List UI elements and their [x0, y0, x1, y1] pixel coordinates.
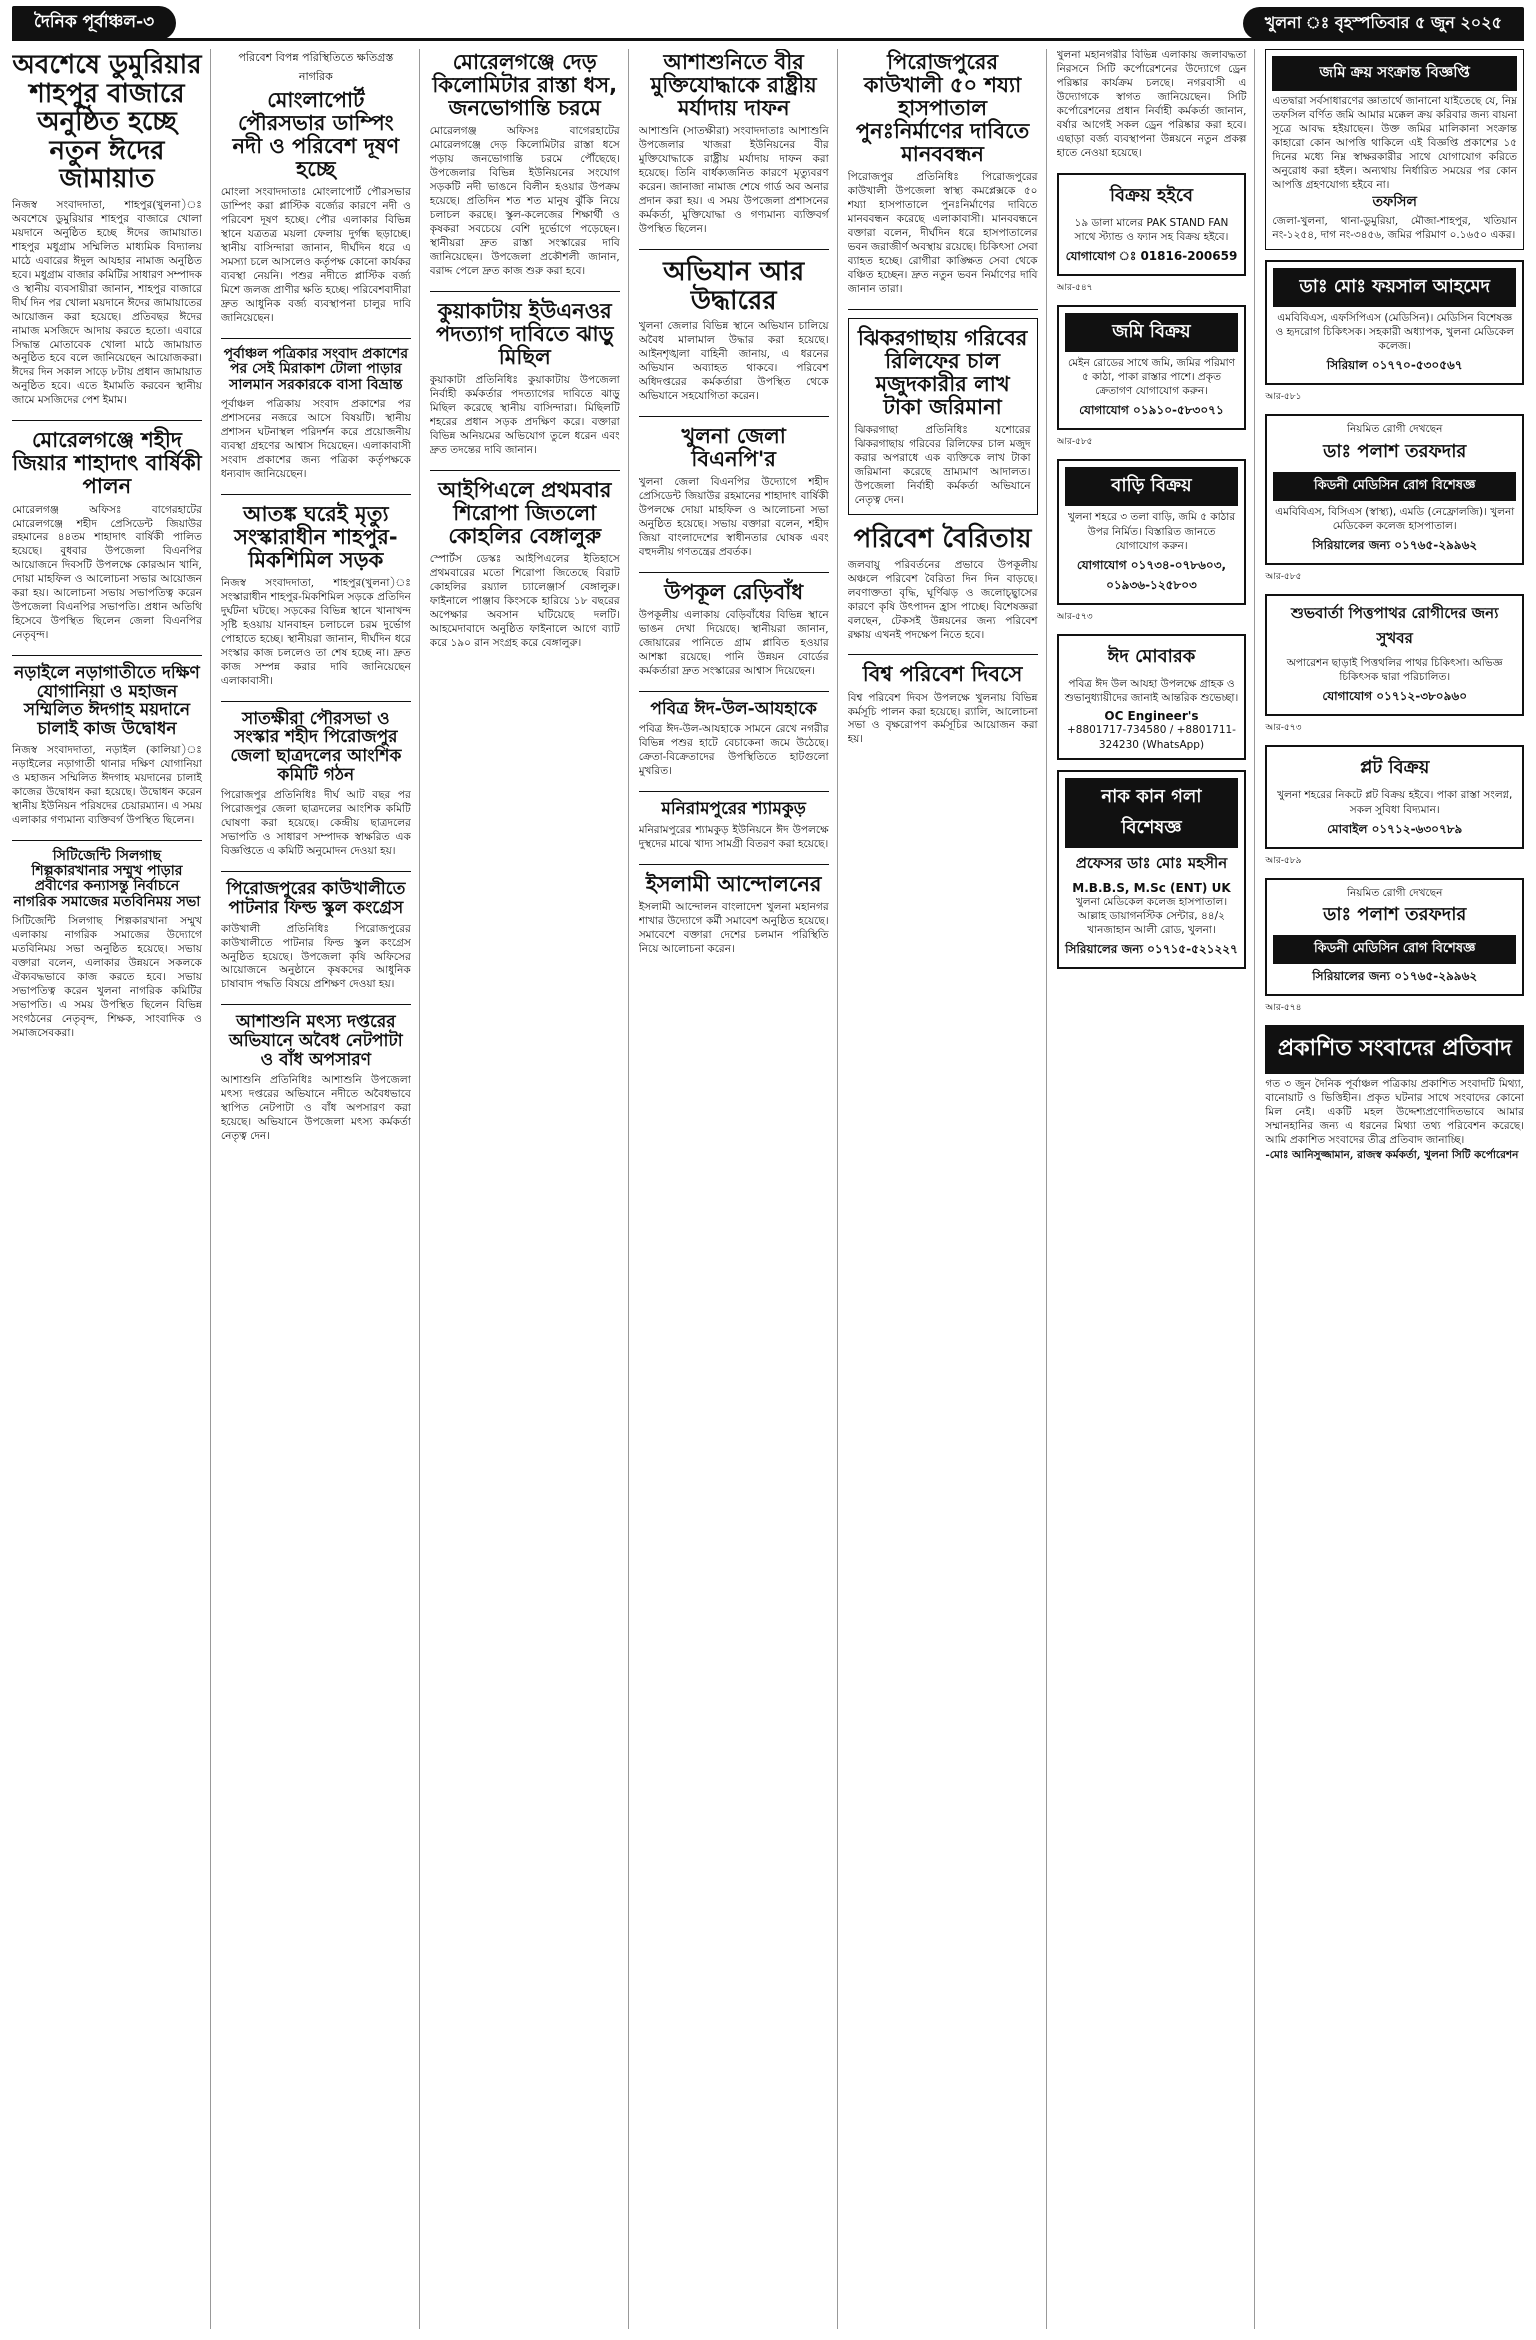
story-kawkhali-hospital — [848, 51, 1038, 297]
ad-title: বাড়ি বিক্রয় — [1065, 467, 1239, 506]
headline: পূর্বাঞ্চল পত্রিকার সংবাদ প্রকাশের পর সেই মিরাকাশ টোলা পাড়ার সালমান সরকারকে বাসা বিভ্রান্ত — [223, 345, 409, 393]
ad-phone: যোগাযোগ ০১৯১০-৫৮৩০৭১ — [1079, 403, 1224, 418]
story-body: আশাশুনি প্রতিনিধিঃ আশাশুনি উপজেলা মৎস্য দপ্তরের অভিযানে নদীতে অবৈধভাবে স্থাপিত নেটপাটা ও বাঁধ অপসারণ করা হয়েছে। অভিযানে উপজেলা মৎস্য কর্মকর্তা নেতৃত্ব দেন। — [220, 1074, 411, 1143]
column-6 — [1057, 49, 1256, 2329]
ad-plot-sale — [1265, 745, 1524, 848]
ad-title: শুভবার্তা পিত্তপাথর রোগীদের জন্য সুখবর — [1290, 604, 1499, 647]
doctor-name: প্রফেসর ডাঃ মোঃ মহসীন — [1075, 853, 1228, 872]
protest-signature: -মোঃ আনিসুজ্জামান, রাজস্ব কর্মকর্তা, খুলনা সিটি কর্পোরেশন — [1265, 1148, 1519, 1161]
ad-code: আর-৫৪৭ — [1056, 282, 1093, 293]
headline: ঝিকরগাছায় গরিবের রিলিফের চাল মজুদকারীর লাখ টাকা জরিমানা — [857, 326, 1028, 420]
ad-title: ডাঃ মোঃ ফয়সাল আহমেদ — [1273, 268, 1516, 307]
ad-kicker: নিয়মিত রোগী দেখছেন — [1347, 423, 1443, 436]
ad-title: জমি বিক্রয় — [1065, 313, 1239, 352]
ad-text: এমবিবিএস, এফসিপিএস (মেডিসিন)। মেডিসিন বিশেষজ্ঞ ও হৃদরোগ চিকিৎসক। সহকারী অধ্যাপক, খুলনা মেডিকেল কলেজ। — [1275, 311, 1514, 353]
story-operation — [639, 258, 829, 404]
story-body: মোংলা সংবাদদাতাঃ মোংলাপোর্ট পৌরসভার ডাম্পিং করা প্লাস্টিক বর্জ্যের কারণে নদী ও পরিবেশ দূষণ হচ্ছে। পৌর এলাকার বিভিন্ন স্থানে যত্রতত্র ময়লা ফেলায় দুর্গন্ধ ছড়াচ্ছে। স্থানীয় বাসিন্দারা জানান, দীর্ঘদিন ধরে এ সমস্যা চলে আসলেও কর্তৃপক্ষ কোনো কার্যকর ব্যবস্থা নেয়নি। পশুর নদীতে প্লাস্টিক বর্জ্য মিশে জলজ প্রাণীর ক্ষতি হচ্ছে। পরিবেশবাদীরা দ্রুত আধুনিক বর্জ্য ব্যবস্থাপনা চালুর দাবি জানিয়েছেন। — [220, 186, 411, 324]
divider — [221, 871, 411, 872]
divider — [12, 420, 202, 421]
headline: মোংলাপোর্ট পৌরসভার ডাম্পিং নদী ও পরিবেশ দূষণ হচ্ছে — [232, 88, 400, 182]
column-7 — [1265, 49, 1524, 2329]
story-jhikargachha-fine — [848, 318, 1038, 515]
divider — [221, 494, 411, 495]
story-citizen-meeting — [12, 849, 202, 1041]
ad-text: এমবিবিএস, বিসিএস (স্বাস্থ্য), এমডি (নেফ্রোলজি)। খুলনা মেডিকেল কলেজ হাসপাতাল। — [1275, 505, 1515, 532]
headline: মোরেলগঞ্জে শহীদ জিয়ার শাহাদাৎ বার্ষিকী পালন — [12, 428, 202, 499]
ad-title: ঈদ মোবারক — [1107, 646, 1196, 667]
story-body: স্পোর্টস ডেস্কঃ আইপিএলের ইতিহাসে প্রথমবারের মতো শিরোপা জিতেছে বিরাট কোহলির রয়্যাল চ্যালেঞ্জার্স বেঙ্গালুরু। ফাইনালে পাঞ্জাব কিংসকে হারিয়ে ১৮ বছরের অপেক্ষার অবসান ঘটিয়েছে দলটি। আহমেদাবাদে অনুষ্ঠিত ফাইনালে আগে ব্যাট করে ১৯০ রান সংগ্রহ করে বেঙ্গালুরু। — [429, 553, 620, 649]
ad-title: প্লট বিক্রয় — [1360, 757, 1430, 779]
headline: আশাশুনি মৎস্য দপ্তরের অভিযানে অবৈধ নেটপাটা ও বাঁধ অপসারণ — [229, 1012, 403, 1070]
story-ipl — [430, 479, 620, 651]
headline: পিরোজপুরের কাউখালী ৫০ শয্যা হাসপাতাল পুনঃনির্মাণের দাবিতে মানববন্ধন — [855, 50, 1030, 167]
story-environment — [848, 525, 1038, 642]
story-body: সিটিজেন্টি সিলগাছ শিল্পকারখানা সম্মুখ এলাকায় নাগরিক সমাজের উদ্যোগে মতবিনিময় সভা অনুষ্ঠিত হয়েছে। সভায় বক্তারা বলেন, এলাকার উন্নয়নে সকলকে ঐক্যবদ্ধভাবে কাজ করতে হবে। সভায় সভাপতিত্ব করেন খুলনা নাগরিক কমিটির সভাপতি। এ সময় উপস্থিত ছিলেন বিভিন্ন সংগঠনের নেতৃবৃন্দ, শিক্ষক, সাংবাদিক ও সমাজসেবকরা। — [12, 915, 202, 1039]
divider — [221, 1004, 411, 1005]
notice-schedule-title: তফসিল — [1372, 193, 1417, 210]
ad-house-sale — [1057, 459, 1247, 605]
story-kuakata-protest — [430, 300, 620, 458]
story-narail-eidgah — [12, 664, 202, 827]
story-body: নিজস্ব সংবাদদাতা, নড়াইল (কালিয়া)ঃ নড়াইলের নড়াগাতী থানার দক্ষিণ যোগানিয়া ও মহাজন সম্মিলিত ঈদগাহ ময়দানের চালাই কাজের উদ্বোধন করা হয়েছে। উদ্বোধন করেন স্থানীয় ইউনিয়ন পরিষদের চেয়ারম্যান। এ সময় এলাকার গণ্যমান্য ব্যক্তিবর্গ উপস্থিত ছিলেন। — [12, 743, 202, 826]
ad-code: আর-৫৮৫ — [1056, 437, 1093, 448]
ad-phone: মোবাইল ০১৭১২-৬৩০৭৮৯ — [1327, 821, 1463, 836]
story-body: জলবায়ু পরিবর্তনের প্রভাবে উপকূলীয় অঞ্চলে পরিবেশ বৈরিতা দিন দিন বাড়ছে। লবণাক্ততা বৃদ্ধি, ঘূর্ণিঝড় ও জলোচ্ছ্বাসের কারণে কৃষি উৎপাদন হ্রাস পাচ্ছে। বিশেষজ্ঞরা বলছেন, টেকসই উন্নয়নের জন্য পরিবেশ রক্ষায় এখনই পদক্ষেপ নিতে হবে। — [847, 558, 1038, 641]
headline: মনিরামপুরের শ্যামকুড় — [661, 799, 806, 820]
notice-schedule: জেলা-খুলনা, থানা-ডুমুরিয়া, মৌজা-শাহপুর, খতিয়ান নং-১২৫৪, দাগ নং-৩৪৫৬, জমির পরিমাণ ০.১৬৫০ একর। — [1272, 215, 1517, 242]
headline: মোরেলগঞ্জে দেড় কিলোমিটার রাস্তা ধস, জনভোগান্তি চরমে — [432, 50, 618, 121]
notice-body: এতদ্বারা সর্বসাধারণের জ্ঞাতার্থে জানানো যাইতেছে যে, নিম্ন তফসিল বর্ণিত জমি আমার মক্কেল ক্রয় করিবার জন্য বায়না সূত্রে আবদ্ধ হইয়াছেন। উক্ত জমির মালিকানা সংক্রান্ত কাহারো কোন আপত্তি থাকিলে এই বিজ্ঞপ্তি প্রকাশের ১৫ দিনের মধ্যে নিম্ন স্বাক্ষরকারীর সাথে যোগাযোগ করিতে অনুরোধ করা হইল। অন্যথায় নির্ধারিত সময়ের পর কোন আপত্তি গ্রহণযোগ্য হইবে না। — [1272, 95, 1517, 191]
ad-text: অপারেশন ছাড়াই পিত্তথলির পাথর চিকিৎসা। অভিজ্ঞ চিকিৎসক দ্বারা পরিচালিত। — [1286, 657, 1503, 684]
column-5 — [848, 49, 1047, 2329]
story-assasuni-fisheries — [221, 1013, 411, 1144]
story-morrelganj-zia — [12, 429, 202, 643]
story-body: ইসলামী আন্দোলন বাংলাদেশ খুলনা মহানগর শাখার উদ্যোগে কর্মী সমাবেশ অনুষ্ঠিত হয়েছে। সমাবেশে বক্তারা দেশের চলমান পরিস্থিতি নিয়ে আলোচনা করেন। — [638, 900, 829, 955]
content-grid — [12, 49, 1524, 2329]
protest-title: প্রকাশিত সংবাদের প্রতিবাদ — [1265, 1025, 1524, 1074]
story-shahpur-eid — [12, 51, 202, 408]
divider — [639, 791, 829, 792]
story-pirojpur-chhatradal — [221, 710, 411, 860]
story-continuation — [1057, 49, 1247, 161]
ad-code: আর-৫৭৩ — [1265, 723, 1302, 734]
story-kawkhali-school — [221, 880, 411, 992]
story-mongla-dumping — [221, 49, 411, 326]
story-body: কাউখালী প্রতিনিধিঃ পিরোজপুরের কাউখালীতে পাটনার ফিল্ড স্কুল কংগ্রেস অনুষ্ঠিত হয়েছে। উপজেলা কৃষি অফিসের আয়োজনে অনুষ্ঠানে কৃষকদের আধুনিক চাষাবাদ পদ্ধতি বিষয়ে প্রশিক্ষণ দেওয়া হয়। — [220, 922, 411, 991]
ad-phone: সিরিয়ালের জন্য ০১৭৬৫-২৯৯৬২ — [1312, 968, 1478, 983]
headline: অভিযান আর উদ্ধারের — [663, 256, 805, 316]
ad-ent-specialist — [1057, 770, 1247, 970]
story-eid — [639, 700, 829, 780]
ad-land-sale — [1057, 305, 1247, 431]
headline: পবিত্র ঈদ-উল-আযহাকে — [650, 698, 817, 719]
story-body: মোরেলগঞ্জ অফিসঃ বাগেরহাটের মোরেলগঞ্জে শহীদ প্রেসিডেন্ট জিয়াউর রহমানের ৪৪তম শাহাদাৎ বার্ষিকী পালিত হয়েছে। বুধবার উপজেলা বিএনপির আয়োজনে দিবসটি উপলক্ষে কোরআন খানি, দোয়া মাহফিল ও আলোচনা সভার আয়োজন করা হয়। আলোচনা সভায় সভাপতিত্ব করেন উপজেলা বিএনপির সভাপতি। প্রধান অতিথি হিসেবে উপস্থিত ছিলেন জেলা বিএনপির নেতৃবৃন্দ। — [12, 503, 202, 642]
ad-text: খুলনা শহরে ৩ তলা বাড়ি, জমি ৫ কাঠার উপর নির্মিত। বিস্তারিত জানতে যোগাযোগ করুন। — [1067, 511, 1236, 552]
ad-kicker: নিয়মিত রোগী দেখছেন — [1347, 886, 1443, 899]
divider — [221, 701, 411, 702]
ad-code: আর-৫৮৯ — [1265, 855, 1302, 866]
story-islami-andolon — [639, 873, 829, 957]
ad-doctor-palash-1 — [1265, 414, 1524, 565]
ad-text: খুলনা শহরের নিকটে প্লট বিক্রয় হইবে। পাকা রাস্তা সংলগ্ন, সকল সুবিধা বিদ্যমান। — [1277, 789, 1513, 816]
ad-title: ডাঃ পলাশ তরফদার — [1323, 903, 1467, 925]
ad-phone: +8801717-734580 / +8801711-324230 (WhatsApp) — [1066, 724, 1236, 751]
ad-brand: OC Engineer's — [1104, 709, 1199, 724]
story-body: ঝিকরগাছা প্রতিনিধিঃ যশোরের ঝিকরগাছায় গরিবের রিলিফের চাল মজুদ করার অপরাধে এক ব্যক্তিকে লাখ টাকা জরিমানা করেছে ভ্রাম্যমাণ আদালত। উপজেলা নির্বাহী কর্মকর্তা অভিযানে নেতৃত্ব দেন। — [854, 424, 1031, 507]
ad-doctor-palash-2 — [1265, 878, 1524, 996]
divider — [430, 470, 620, 471]
story-body: পবিত্র ঈদ-উল-আযহাকে সামনে রেখে নগরীর বিভিন্ন পশুর হাটে বেচাকেনা জমে উঠেছে। ক্রেতা-বিক্রেতাদের উপস্থিতিতে হাটগুলো মুখরিত। — [638, 723, 829, 778]
column-2 — [221, 49, 420, 2329]
divider — [848, 654, 1038, 655]
headline: উপকূল রেড়িবাঁধ — [664, 579, 804, 604]
ad-subtitle: কিডনী মেডিসিন রোগ বিশেষজ্ঞ — [1273, 472, 1516, 501]
divider — [639, 249, 829, 250]
kicker: পরিবেশ বিপন্ন পরিস্থিতিতে ক্ষতিগ্রস্ত নাগরিক — [238, 51, 394, 83]
story-embankment — [639, 581, 829, 679]
ad-code: আর-৫৮৫ — [1265, 572, 1302, 582]
story-body: পূর্বাঞ্চল পত্রিকায় সংবাদ প্রকাশের পর প্রশাসনের নজরে আসে বিষয়টি। স্থানীয় প্রশাসন ঘটনাস্থল পরিদর্শন করে প্রয়োজনীয় ব্যবস্থা গ্রহণের আশ্বাস দিয়েছেন। এলাকাবাসী সংবাদ প্রকাশের জন্য পত্রিকা কর্তৃপক্ষকে ধন্যবাদ জানিয়েছেন। — [220, 398, 411, 480]
story-body: বিশ্ব পরিবেশ দিবস উপলক্ষে খুলনায় বিভিন্ন কর্মসূচি পালন করা হয়েছে। র‍্যালি, আলোচনা সভা ও বৃক্ষরোপণ কর্মসূচির আয়োজন করা হয়। — [847, 691, 1038, 746]
divider — [639, 864, 829, 865]
ad-title: ডাঃ পলাশ তরফদার — [1323, 440, 1467, 462]
headline: পরিবেশ বৈরিতায় — [853, 524, 1032, 555]
headline: ইসলামী আন্দোলনের — [645, 871, 822, 896]
story-body: আশাশুনি (সাতক্ষীরা) সংবাদদাতাঃ আশাশুনি উপজেলার খাজরা ইউনিয়নের বীর মুক্তিযোদ্ধাকে রাষ্ট্রীয় মর্যাদায় দাফন করা হয়েছে। তিনি বার্ধক্যজনিত কারণে মৃত্যুবরণ করেন। জানাজা নামাজ শেষে গার্ড অব অনার প্রদান করা হয়। এ সময় উপজেলা প্রশাসনের কর্মকর্তা, মুক্তিযোদ্ধা ও গণ্যমান্য ব্যক্তিবর্গ উপস্থিত ছিলেন। — [638, 125, 829, 235]
headline: আশাশুনিতে বীর মুক্তিযোদ্ধাকে রাষ্ট্রীয় মর্যাদায় দাফন — [650, 50, 817, 121]
story-shahpur-road — [221, 503, 411, 689]
ad-code: আর-৫৮১ — [1265, 392, 1302, 403]
story-body: পিরোজপুর প্রতিনিধিঃ দীর্ঘ আট বছর পর পিরোজপুর জেলা ছাত্রদলের আংশিক কমিটি ঘোষণা করা হয়েছে। কেন্দ্রীয় ছাত্রদলের সভাপতি ও সাধারণ সম্পাদক স্বাক্ষরিত এক বিজ্ঞপ্তিতে এ কমিটি অনুমোদন দেওয়া হয়। — [220, 789, 411, 858]
headline: সিটিজেন্টি সিলগাছ শিল্পকারখানার সম্মুখ পাড়ার প্রবীণের কন্যাসন্তু নির্বাচনে নাগরিক সমাজের মতবিনিময় সভা — [13, 847, 201, 910]
ad-code: আর-৫৭৪ — [1265, 1002, 1302, 1013]
headline: কুয়াকাটায় ইউএনওর পদত্যাগ দাবিতে ঝাড়ু মিছিল — [435, 298, 614, 369]
ad-text: ১৯ ডালা মালের PAK STAND FAN সাথে স্ট্যান্ড ও ফ্যান সহ বিক্রয় হইবে। — [1074, 216, 1229, 243]
story-body: পিরোজপুর প্রতিনিধিঃ পিরোজপুরের কাউখালী উপজেলা স্বাস্থ্য কমপ্লেক্সকে ৫০ শয্যা হাসপাতালে পুনঃনির্মাণের দাবিতে মানববন্ধন করেছে এলাকাবাসী। মানববন্ধনে বক্তারা বলেন, দীর্ঘদিন ধরে হাসপাতালের ভবন জরাজীর্ণ অবস্থায় রয়েছে। চিকিৎসা সেবা ব্যাহত হচ্ছে। রোগীরা কাঙ্ক্ষিত সেবা থেকে বঞ্চিত হচ্ছেন। দ্রুত নতুন ভবন নির্মাণের দাবি জানান তারা। — [847, 171, 1038, 296]
column-3 — [430, 49, 629, 2329]
ad-phone: সিরিয়ালের জন্য ০১৭৬৫-২৯৯৬২ — [1312, 538, 1478, 552]
story-body: মনিরামপুরের শ্যামকুড় ইউনিয়নে ঈদ উপলক্ষে দুস্থদের মাঝে খাদ্য সামগ্রী বিতরণ করা হয়েছে। — [638, 823, 829, 850]
ad-subtitle: কিডনী মেডিসিন রোগ বিশেষজ্ঞ — [1273, 935, 1516, 964]
page-label: দৈনিক পূর্বাঞ্চল-৩ — [12, 6, 176, 40]
ad-phone: সিরিয়ালের জন্য ০১৭১৫-৫২১২২৭ — [1065, 942, 1238, 957]
divider — [12, 655, 202, 656]
headline: পিরোজপুরের কাউখালীতে পাটনার ফিল্ড স্কুল কংগ্রেস — [226, 879, 406, 918]
ad-text: মেইন রোডের সাথে জমি, জমির পরিমাণ ৫ কাঠা, পাকা রাস্তার পাশে। প্রকৃত ক্রেতাগণ যোগাযোগ করুন। — [1067, 356, 1235, 398]
divider — [848, 309, 1038, 310]
ad-code: আর-৫৭৩ — [1056, 612, 1093, 622]
divider — [12, 840, 202, 841]
headline: সাতক্ষীরা পৌরসভা ও সংস্কার শহীদ পিরোজপুর জেলা ছাত্রদলের আংশিক কমিটি গঠন — [230, 708, 402, 785]
ad-for-sale — [1057, 173, 1247, 276]
story-morrelganj-road — [430, 51, 620, 279]
story-body: খুলনা জেলা বিএনপির উদ্যোগে শহীদ প্রেসিডেন্ট জিয়াউর রহমানের শাহাদাৎ বার্ষিকী উপলক্ষে দোয়া মাহফিল ও আলোচনা সভা অনুষ্ঠিত হয়েছে। সভায় বক্তারা বলেন, শহীদ জিয়া বাংলাদেশের স্বাধীনতার ঘোষক এবং বহুদলীয় গণতন্ত্রের প্রবর্তক। — [638, 476, 829, 558]
ad-phone: যোগাযোগ ০১৭১২-৩৮০৯৬০ — [1322, 689, 1467, 704]
divider — [221, 338, 411, 339]
story-body: নিজস্ব সংবাদদাতা, শাহপুর(খুলনা)ঃ সংস্কারাধীন শাহপুর-মিকশিমিল সড়কে প্রতিদিন দুর্ঘটনা ঘটছে। সড়কের বিভিন্ন স্থানে খানাখন্দ সৃষ্টি হওয়ায় যানবাহন চলাচলে চরম দুর্ভোগ পোহাতে হচ্ছে। স্থানীয়রা জানান, দীর্ঘদিন ধরে সংস্কার কাজ চললেও তা শেষ হচ্ছে না। দ্রুত কাজ সম্পন্ন করার দাবি জানিয়েছেন এলাকাবাসী। — [220, 577, 411, 687]
divider — [639, 416, 829, 417]
ad-title: বিক্রয় হইবে — [1109, 184, 1194, 206]
headline: বিশ্ব পরিবেশ দিবসে — [862, 662, 1023, 687]
ad-eid-greeting — [1057, 634, 1247, 760]
headline: নড়াইলে নড়াগাতীতে দক্ষিণ যোগানিয়া ও মহাজন সম্মিলিত ঈদগাহ ময়দানে চালাই কাজ উদ্বোধন — [14, 663, 200, 740]
story-world-environment-day — [848, 663, 1038, 747]
column-1 — [12, 49, 211, 2329]
story-body: উপকূলীয় এলাকায় বেড়িবাঁধের বিভিন্ন স্থানে ভাঙন দেখা দিয়েছে। স্থানীয়রা জানান, জোয়ারের পানিতে গ্রাম প্লাবিত হওয়ার আশঙ্কা রয়েছে। পানি উন্নয়ন বোর্ডের কর্মকর্তারা দ্রুত সংস্কারের আশ্বাস দিয়েছেন। — [638, 608, 829, 677]
story-body: কুয়াকাটা প্রতিনিধিঃ কুয়াকাটায় উপজেলা নির্বাহী কর্মকর্তার পদত্যাগের দাবিতে ঝাড়ু মিছিল করেছে স্থানীয় বাসিন্দারা। মিছিলটি শহরের প্রধান সড়ক প্রদক্ষিণ করে। বক্তারা বিভিন্ন অনিয়মের অভিযোগ তুলে ধরেন এবং দ্রুত তদন্তের দাবি জানান। — [429, 374, 620, 456]
ad-text: খুলনা মেডিকেল কলেজ হাসপাতাল। আল্লাহ ডায়াগনস্টিক সেন্টার, ৪৪/২ খানজাহান আলী রোড, খুলনা। — [1075, 895, 1228, 937]
headline: অবশেষে ডুমুরিয়ার শাহপুর বাজারে অনুষ্ঠিত হচ্ছে নতুন ঈদের জামায়াত — [12, 50, 202, 195]
headline: আইপিএলে প্রথমবার শিরোপা জিতলো কোহলির বেঙ্গালুরু — [438, 477, 612, 548]
ad-text: পবিত্র ঈদ উল আযহা উপলক্ষে গ্রাহক ও শুভানুধ্যায়ীদের জানাই আন্তরিক শুভেচ্ছা। — [1064, 678, 1239, 705]
story-monirampur — [639, 800, 829, 852]
ad-doctor-faisal — [1265, 260, 1524, 386]
story-bnp — [639, 425, 829, 560]
divider — [430, 291, 620, 292]
ad-title: নাক কান গলা বিশেষজ্ঞ — [1065, 778, 1239, 848]
story-body: নিজস্ব সংবাদদাতা, শাহপুর(খুলনা)ঃ অবশেষে ডুমুরিয়ার শাহপুর বাজারে খোলা ময়দানে অনুষ্ঠিত হচ্ছে ঈদের জামায়াত। শাহপুর মধুগ্রাম সম্মিলিত মাধ্যমিক বিদ্যালয় মাঠে এবারের ঈদুল আযহার নামাজ অনুষ্ঠিত হবে। মধুগ্রাম বাজার কমিটির সাধারণ সম্পাদক ও স্থানীয় ব্যবসায়ীরা জানান, শাহপুর বাজারে দীর্ঘ দিন পর খোলা ময়দানে ঈদের জামায়াতের আয়োজন করা হয়েছে। প্রতিবছর ঈদের নামাজ মসজিদে আদায় করতে হতো। এবারে সিদ্ধান্ত মোতাবেক খোলা মাঠে জামায়াত অনুষ্ঠিত হবে বলে জানিয়েছেন আয়োজকরা। ঈদের দিন সকাল সাড়ে ৮টায় প্রধান জামায়াত অনুষ্ঠিত হবে। এতে ইমামতি করবেন স্থানীয় জামে মসজিদের পেশ ইমাম। — [12, 198, 202, 407]
protest-notice — [1265, 1025, 1524, 1165]
column-4 — [639, 49, 838, 2329]
ad-phone: যোগাযোগ ০১৭৩৪-০৭৮৬০৩, ০১৯৩৬-১২৫৮০৩ — [1076, 558, 1227, 592]
notice-land-purchase — [1265, 49, 1524, 250]
notice-title: জমি ক্রয় সংক্রান্ত বিজ্ঞপ্তি — [1272, 56, 1517, 91]
date-label: খুলনা ঃ বৃহস্পতিবার ৫ জুন ২০২৫ — [1243, 7, 1524, 40]
headline: খুলনা জেলা বিএনপি'র — [681, 423, 786, 471]
story-followup — [221, 347, 411, 482]
divider — [639, 572, 829, 573]
story-body: খুলনা মহানগরীর বিভিন্ন এলাকায় জলাবদ্ধতা নিরসনে সিটি কর্পোরেশনের উদ্যোগে ড্রেন পরিষ্কার কার্যক্রম চলছে। নগরবাসী এ উদ্যোগকে স্বাগত জানিয়েছেন। সিটি কর্পোরেশনের প্রধান নির্বাহী কর্মকর্তা জানান, বর্ষার আগেই সকল ড্রেন পরিষ্কার করা হবে। এছাড়া বর্জ্য ব্যবস্থাপনা উন্নয়নে নতুন প্রকল্প হাতে নেওয়া হয়েছে। — [1056, 49, 1247, 159]
ad-phone: যোগাযোগ ঃ 01816-200659 — [1065, 248, 1238, 263]
doctor-degree: M.B.B.S, M.Sc (ENT) UK — [1072, 880, 1231, 895]
story-body: খুলনা জেলার বিভিন্ন স্থানে অভিযান চালিয়ে অবৈধ মালামাল উদ্ধার করা হয়েছে। আইনশৃঙ্খলা বাহিনী জানায়, এ ধরনের অভিযান অব্যাহত থাকবে। পরিবেশ অধিদপ্তরের কর্মকর্তারা উপস্থিত থেকে অভিযানে সহযোগিতা করেন। — [638, 320, 829, 402]
divider — [639, 691, 829, 692]
masthead — [12, 8, 1524, 41]
ad-phone: সিরিয়াল ০১৭৭০-৫৩০৫৬৭ — [1326, 358, 1463, 373]
story-assasuni-freedom-fighter — [639, 51, 829, 237]
protest-body: গত ৩ জুন দৈনিক পূর্বাঞ্চল পত্রিকায় প্রকাশিত সংবাদটি মিথ্যা, বানোয়াট ও ভিত্তিহীন। প্রকৃত ঘটনার সাথে সংবাদের কোনো মিল নেই। একটি মহল উদ্দেশ্যপ্রণোদিতভাবে আমার সম্মানহানির জন্য এ ধরনের মিথ্যা তথ্য পরিবেশন করেছে। আমি প্রকাশিত সংবাদের তীব্র প্রতিবাদ জানাচ্ছি। — [1265, 1077, 1524, 1146]
ad-gallstone — [1265, 594, 1524, 716]
headline: আতঙ্ক ঘরেই মৃত্যু সংস্কারাধীন শাহপুর-মিকশিমিল সড়ক — [234, 501, 398, 572]
story-body: মোরেলগঞ্জ অফিসঃ বাগেরহাটের মোরেলগঞ্জে দেড় কিলোমিটার রাস্তা ধসে পড়ায় জনভোগান্তি চরমে পৌঁছেছে। উপজেলার বিভিন্ন ইউনিয়নের সংযোগ সড়কটি নদী ভাঙনে বিলীন হওয়ার উপক্রম হয়েছে। প্রতিদিন শত শত মানুষ ঝুঁকি নিয়ে চলাচল করছে। স্কুল-কলেজের শিক্ষার্থী ও কৃষকরা সবচেয়ে বেশি দুর্ভোগে পড়েছেন। স্থানীয়রা দ্রুত রাস্তা সংস্কারের দাবি জানিয়েছেন। উপজেলা প্রকৌশলী জানান, বরাদ্দ পেলে দ্রুত কাজ শুরু করা হবে। — [429, 125, 620, 277]
